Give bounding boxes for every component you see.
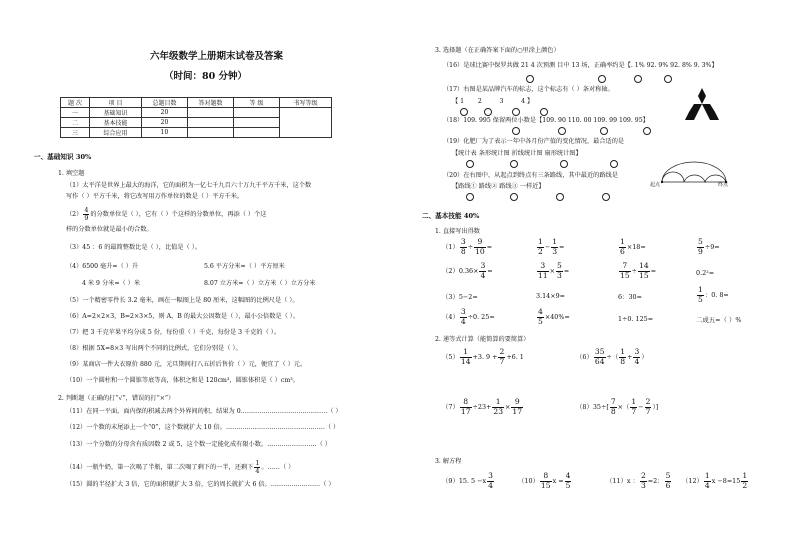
answer-bubble[interactable] [526, 75, 534, 83]
answer-bubble[interactable] [600, 127, 608, 135]
table-row: 一 基础知识 20 [61, 108, 332, 118]
calc-2c: $\frac{7}{15}$ ÷ $\frac{14}{15}$ = [620, 261, 657, 280]
question-4d: 8.07 立方米=（ ）立方米（ ）立方分米 [204, 280, 316, 287]
calc-4d: 二成五=（ ）% [696, 316, 742, 324]
calc-2b: $\frac{3}{11}$ × $\frac{5}{3}$ = [538, 261, 570, 280]
question-10: （10）一个圆柱和一个圆锥等底等高，体积之和是 120cm³，圆锥体积是（ ）cm³。 [66, 377, 299, 384]
table-row: 二 基本技能 20 [61, 118, 332, 128]
judge-label: 2. 判断题（正确的打“√”，错误的打“×”） [58, 395, 175, 402]
question-19: （19）化肥厂为了表示一年中各月份产值的变化情况，最合适的是 [443, 138, 625, 145]
table-row: 三 综合应用 10 [61, 128, 332, 138]
calc-3d: $\frac{1}{5}$ ：0. 8= [698, 285, 729, 304]
calc-4: （4） $\frac{3}{4}$ ÷0. 25= [442, 307, 495, 326]
answer-bubble[interactable] [556, 193, 564, 201]
time-limit: （时间：80 分钟） [164, 71, 248, 82]
answer-bubble[interactable] [610, 160, 618, 168]
expression-8: （8）35÷[ $\frac{7}{8}$ ×（ $\frac{1}{7}$ − $\frac{2}{7}$ ）] [576, 397, 659, 416]
q20-options: 【路线① 路线② 路线③ 一样近】 [452, 183, 545, 190]
calc-4c: 1÷0. 125= [618, 315, 654, 323]
question-7: （7）把 3 千克苹果平均分成 5 份，每份重（ ）千克，每份是 3 千克的（ ）。 [66, 329, 281, 336]
equation-9: （9）15. 5 −x $\frac{3}{4}$ [442, 471, 493, 490]
answer-bubble[interactable] [634, 75, 642, 83]
question-16: （16）是球比赛中保罗共做 21 4 次预测 目中 13 场，正确率约是【. 1% 92. 9% 92. 8% 9. 3%】 [443, 62, 718, 69]
direct-calc-label: 1. 直接写出得数 [435, 228, 480, 235]
answer-bubble[interactable] [510, 193, 518, 201]
question-1a: （1）太平洋是世界上最大的海洋，它的面积为一亿七千九百六十万九千平方千米，这个数 [66, 182, 312, 189]
question-13: （13）一个分数的分母含有质因数 2 或 5，这个数一定能化成有限小数。……………………（ ） [66, 441, 331, 448]
step-calc-label: 2. 递等式计算（能简算的要简算） [435, 336, 530, 343]
question-15: （15）圆的半径扩大 3 倍，它的面积就扩大 3 倍，它的周长就扩大 6 倍。……………………（ ） [66, 481, 335, 488]
answer-bubble[interactable] [466, 160, 474, 168]
question-6: （6）A=2×2×3，B=2×3×5，则 A、B 的最大公因数是（ ），最小公倍数是（ ）。 [66, 313, 300, 320]
answer-bubble[interactable] [602, 193, 610, 201]
expression-5: （5） $\frac{1}{14}$ +3. 9 + $\frac{2}{7}$ +6. 1 [442, 347, 524, 366]
answer-bubble[interactable] [466, 193, 474, 201]
question-4c: 4 米 9 分米=（ ）米 [82, 280, 141, 287]
start-label: 起点 [650, 182, 661, 188]
question-12: （12）一个数的末尾添上一个“0”，这个数就扩大 10 倍。…………………………………………（ ） [66, 424, 340, 431]
answer-bubble[interactable] [598, 75, 606, 83]
solve-equation-label: 3. 解方程 [435, 458, 462, 465]
question-14: （14）一瓶牛奶，第一次喝了半瓶，第二次喝了剩下的一半，还剩下 $\frac{1}{4}$ 。……（ ） [66, 459, 295, 475]
question-8: （8）根据 5X=8×3 写出两个不同的比例式，它们分别是（ ）。 [66, 345, 242, 352]
question-1b: 写作（ ）平方千米，将它改写用万作单位的数是（ ）平方千米。 [66, 193, 244, 200]
question-2b: 样的分数单位就是最小的合数。 [66, 226, 153, 233]
equation-12: （12） $\frac{1}{4}$ x −8=15 $\frac{1}{2}$ [682, 471, 748, 490]
fraction: $\frac{4}{9}$ [84, 206, 89, 222]
calc-1b: $\frac{1}{2}$ − $\frac{1}{3}$ = [538, 237, 565, 256]
calc-2: （2）0.36× $\frac{3}{4}$ = [442, 261, 493, 280]
section-basic-skills: 二、基本技能 40% [422, 212, 480, 220]
answer-bubble[interactable] [484, 108, 492, 116]
table-header-row: 题 次 项 目 总题目数 答对题数 等 级 书写等级 [61, 98, 332, 108]
q17-options: 【 1 2 3 4 】 [452, 98, 534, 105]
page-title: 六年级数学上册期末试卷及答案 [150, 51, 284, 62]
question-18: （18）109. 995 保留两位小数是【109. 90 110. 00 109. 99 109. 95】 [443, 117, 649, 124]
equation-10: （10） $\frac{8}{15}$ x = $\frac{4}{5}$ [518, 471, 571, 490]
answer-bubble[interactable] [560, 160, 568, 168]
fill-in-label: 1. 填空题 [58, 170, 85, 177]
answer-bubble[interactable] [512, 108, 520, 116]
choice-label: 3. 选择题（在正确答案下面的○里涂上颜色） [435, 47, 560, 54]
question-9: （9）某商店一件大衣原价 880 元，元旦期间打八五折后售价（ ）元，便宜了（ ）元。 [66, 361, 307, 368]
calc-1: （1） $\frac{3}{8}$ ÷ $\frac{9}{10}$ = [442, 237, 493, 256]
question-3: （3）45 ：6 的最简整数比是（ ），比值是（ ）。 [66, 244, 201, 251]
question-20: （20）在右图中，从起点到终点有三条路线，其中最近的路线是 [443, 172, 618, 179]
right-page [400, 0, 794, 550]
equation-11: （11）x ： $\frac{2}{3}$ =2： $\frac{5}{6}$ [606, 471, 671, 490]
answer-bubble[interactable] [643, 127, 651, 135]
question-5: （5）一个精密零件长 3.2 毫米，画在一幅图上是 80 厘米，这幅图的比例尺是（ ）。 [66, 297, 299, 304]
question-4b: 5.6 平方分米=（ ）平方厘米 [204, 263, 285, 270]
q19-options: 【统计表 条形统计图 折线统计图 扇形统计图】 [452, 150, 582, 157]
car-logo-image [682, 86, 722, 122]
expression-7: （7） $\frac{8}{17}$ ÷23+ $\frac{1}{23}$ × $\frac{9}{17}$ [442, 397, 523, 416]
question-2: （2） $\frac{4}{9}$ 的分数单位是（ ），它有（ ）个这样的分数单位，再添（ ）个这 [66, 206, 267, 222]
question-4a: （4）6500 毫升=（ ）升 [66, 263, 139, 270]
calc-2d: 0.2²= [696, 269, 715, 277]
score-table [60, 97, 332, 138]
calc-3b: 3.14×9= [536, 292, 566, 300]
fraction: $\frac{1}{4}$ [255, 459, 260, 475]
calc-1d: $\frac{5}{9}$ ÷9= [698, 237, 720, 256]
section-basic-knowledge: 一、基础知识 30% [34, 153, 92, 161]
calc-1c: $\frac{1}{6}$ ×18= [620, 237, 646, 256]
calc-4b: $\frac{4}{5}$ ×40%= [538, 307, 570, 326]
calc-3: （3）5−2= [442, 293, 478, 301]
end-label: 终点 [718, 182, 729, 188]
expression-6: （6） $\frac{35}{64}$ ÷（ $\frac{1}{8}$ + $\frac{3}{4}$ ） [576, 347, 648, 366]
answer-bubble[interactable] [664, 75, 672, 83]
answer-bubble[interactable] [558, 127, 566, 135]
question-17: （17）右图是某品牌汽车的标志，这个标志有（ ）条对称轴。 [443, 86, 614, 93]
answer-bubble[interactable] [512, 127, 520, 135]
answer-bubble[interactable] [510, 160, 518, 168]
question-11: （11）在同一平面，面内保的积减去两个外界间的积，结果为 0……………………………………（ ） [66, 408, 342, 415]
calc-3c: 6：30= [618, 293, 642, 301]
answer-bubble[interactable] [460, 108, 468, 116]
answer-bubble[interactable] [540, 108, 548, 116]
